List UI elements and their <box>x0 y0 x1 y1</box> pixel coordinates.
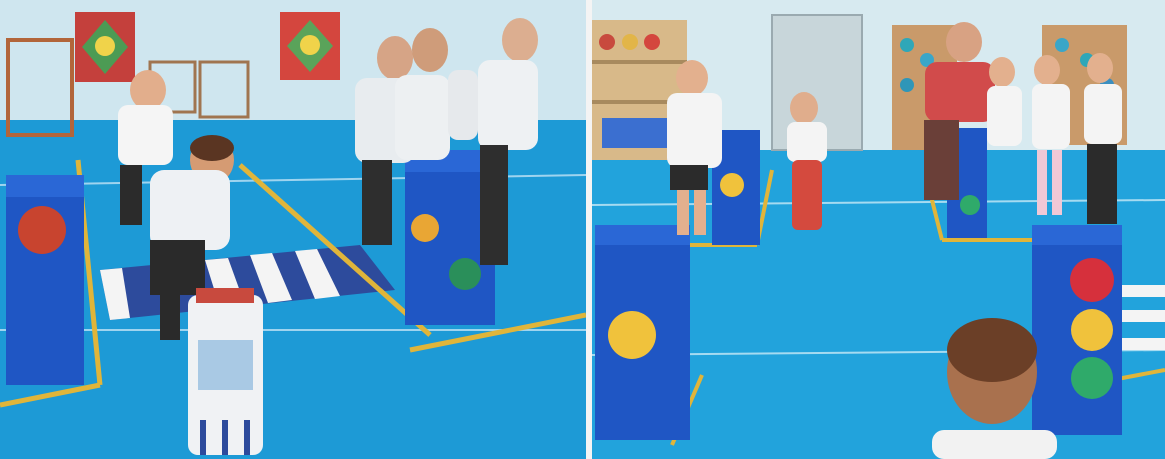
yellow-light <box>1071 309 1113 351</box>
traffic-light-left <box>6 175 84 385</box>
green-light <box>1071 357 1113 399</box>
yellow-light <box>411 214 439 242</box>
crosswalk <box>1122 285 1165 350</box>
toy-car <box>792 160 822 230</box>
traffic-light-left <box>595 225 690 440</box>
yellow-light <box>720 173 744 197</box>
poster-face <box>300 35 320 55</box>
red-light <box>1070 258 1114 302</box>
green-light <box>960 195 980 215</box>
right-photo <box>592 0 1165 459</box>
yellow-light <box>608 311 656 359</box>
right-photo-scene <box>592 0 1165 459</box>
poster-face <box>95 36 115 56</box>
toy-car <box>188 288 263 455</box>
traffic-light-right <box>1032 225 1122 435</box>
green-light <box>449 258 481 290</box>
red-light <box>18 206 66 254</box>
